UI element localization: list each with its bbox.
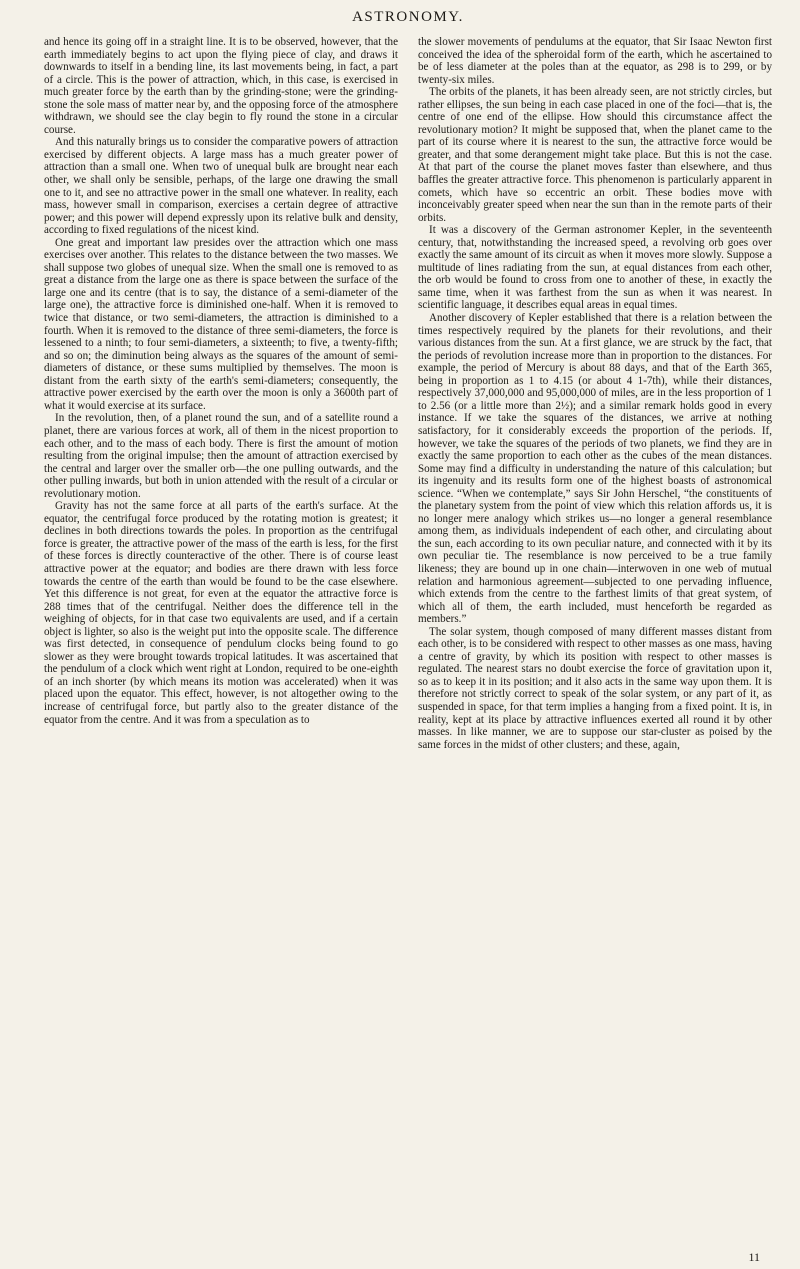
page-number: 11 xyxy=(748,1250,760,1264)
paragraph: Gravity has not the same force at all parts of the earth's surface. At the equator, the centrifugal force produced by the rotating motion is greatest; it declines in both directions towards the poles. In proportion as the centrifugal force is greater, the attractive power of the mass of the earth is less, for the first of these forces is directly counteractive of the other. There is of course least attractive power at the equator; and bodies are there drawn with less force towards the centre of the earth than would be found to be the case elsewhere. Yet this difference is not great, for even at the equator the attractive force is 288 times that of the centrifugal. Neither does the difference tell in the weighing of objects, for in that case two equivalents are used, and if a certain object is lighter, so also is the weight put into the opposite scale. The difference was first detected, in consequence of pendulum clocks being found to go slower as they were brought towards tropical latitudes. It was ascertained that the pendulum of a clock which went right at London, required to be one-eighth of an inch shorter (by which means its motion was accelerated) when it was placed upon the equator. This effect, however, is not altogether owing to the increase of centrifugal force, but partly also to the greater distance of the equator from the centre. And it was from a speculation as to xyxy=(44,500,398,726)
paragraph: The solar system, though composed of many different masses distant from each other, is to be considered with respect to other masses as one mass, having a centre of gravity, by which its position with respect to other masses is regulated. The nearest stars no doubt exercise the force of gravitation upon it, so as to keep it in its position; and it also acts in the same way upon them. It is therefore not strictly correct to speak of the solar system, or any part of it, as suspended in space, for that term implies a hanging from a fixed point. It is, in reality, kept at its place by attractive influences exerted all round it by other masses. In like manner, we are to suppose our star-cluster as poised by the same forces in the midst of other clusters; and these, again, xyxy=(418,625,772,751)
paragraph: The orbits of the planets, it has been already seen, are not strictly circles, but rather ellipses, the sun being in each case placed in one of the foci—that is, the centre of one end of the ellipse. How should this circumstance affect the revolutionary motion? It might be supposed that, when the planet came to the part of its course where it is nearest to the sun, the attractive force would be greater, and that some derangement might take place. But this is not the case. At that part of the course the planet moves faster than elsewhere, and thus baffles the greater attractive force. This phenomenon is particularly apparent in comets, which have so eccentric an orbit. These bodies move with inconceivably greater speed when near the sun than in the remote parts of their orbits. xyxy=(418,86,772,224)
paragraph: and hence its going off in a straight line. It is to be observed, however, that the earth immediately begins to act upon the flying piece of clay, and draws it downwards to itself in a bending line, its last movements being, in fact, a part of a circle. This is the power of attraction, which, in this case, is exercised in much greater force by the earth than by the grinding-stone; were the grinding-stone the sole mass of matter near by, and the opposing force of the atmosphere withdrawn, we should see the clay begin to fly round the stone in a circular course. xyxy=(44,36,398,136)
paragraph: And this naturally brings us to consider the comparative powers of attraction exercised by different objects. A large mass has a much greater power of attraction than a small one. When two of unequal bulk are brought near each other, we shall only be sensible, perhaps, of the large one drawing the small one to it, and see no attractive power in the small one whatever. In reality, each mass, however small in comparison, exercises a certain degree of attractive power; and this power will depend expressly upon its relative bulk and density, according to fixed regulations of the nicest kind. xyxy=(44,136,398,237)
paragraph: One great and important law presides over the attraction which one mass exercises over another. This relates to the distance between the two masses. We shall suppose two globes of unequal size. When the small one is removed to as great a distance from the large one as there is space between the surface of the large one and its centre (that is to say, the distance of a semi-diameter of the large one), the attractive force is diminished one-half. When it is removed to twice that distance, or two semi-diameters, the attraction is diminished to a fourth. When it is removed to the distance of three semi-diameters, the force is lessened to a ninth; to four semi-diameters, a sixteenth; to five, a twenty-fifth; and so on; the diminution being always as the squares of the amount of semi-diameters of distance, or these sums multiplied by themselves. The moon is distant from the earth sixty of the earth's semi-diameters; consequently, the attractive power exercised by the earth over the moon is only a 3600th part of what it would exercise at its surface. xyxy=(44,236,398,412)
left-column xyxy=(44,36,398,751)
paragraph: It was a discovery of the German astronomer Kepler, in the seventeenth century, that, notwithstanding the increased speed, a revolving orb goes over exactly the same amount of its circuit as when it moves more slowly. Suppose a multitude of lines radiating from the sun, at equal distances from each other, the orb would be found to cross from one to another of these, in exactly the same time, when it was farthest from the sun as when it was nearest. In scientific language, it describes equal areas in equal times. xyxy=(418,224,772,312)
paragraph: In the revolution, then, of a planet round the sun, and of a satellite round a planet, there are various forces at work, all of them in the nicest proportion to each other, and to the mass of each body. There is first the amount of motion resulting from the original impulse; then the amount of attraction exercised by the central and larger over the smaller orb—the one pulling outwards, and the other pulling inwards, but both in union attended with the result of a circular or revolutionary motion. xyxy=(44,412,398,500)
text-columns xyxy=(44,36,772,751)
paragraph: the slower movements of pendulums at the equator, that Sir Isaac Newton first conceived the idea of the spheroidal form of the earth, which he ascertained to be of less diameter at the poles than at the equator, as 298 is to 299, or by twenty-six miles. xyxy=(418,36,772,86)
running-head: ASTRONOMY. xyxy=(352,9,464,25)
paragraph: Another discovery of Kepler established that there is a relation between the times respectively required by the planets for their revolutions, and their various distances from the sun. At a first glance, we are struck by the fact, that the periods of revolution increase more than in proportion to the distances. For example, the period of Mercury is about 88 days, and that of the Earth 365, being in proportion as 1 to 4.15 (or about 4 1-7th), while their distances, respectively 37,000,000 and 95,000,000 of miles, are in the less proportion of 1 to 2.56 (or a little more than 2½); and a similar remark holds good in every instance. If we take the squares of the distances, we arrive at nothing satisfactory, for it considerably exceeds the proportion of the periods. If, however, we take the squares of the periods of two planets, we find they are in exactly the same proportion to each other as the cubes of the mean distances. Some may find a difficulty in understanding the nature of this calculation; but its ingenuity and its results form one of the highest boasts of astronomical science. “When we contemplate,” says Sir John Herschel, “the constituents of the planetary system from the point of view which this relation affords us, it is no longer mere analogy which strikes us—no longer a general resemblance among them, as individuals independent of each other, and circulating about the sun, each according to its own peculiar nature, and connected with it by its own peculiar tie. The resemblance is now perceived to be a true family likeness; they are bound up in one chain—interwoven in one web of mutual relation and harmonious agreement—subjected to one pervading influence, which extends from the centre to the farthest limits of that great system, of which all of them, the earth included, must henceforth be regarded as members.” xyxy=(418,312,772,626)
right-column xyxy=(418,36,772,751)
